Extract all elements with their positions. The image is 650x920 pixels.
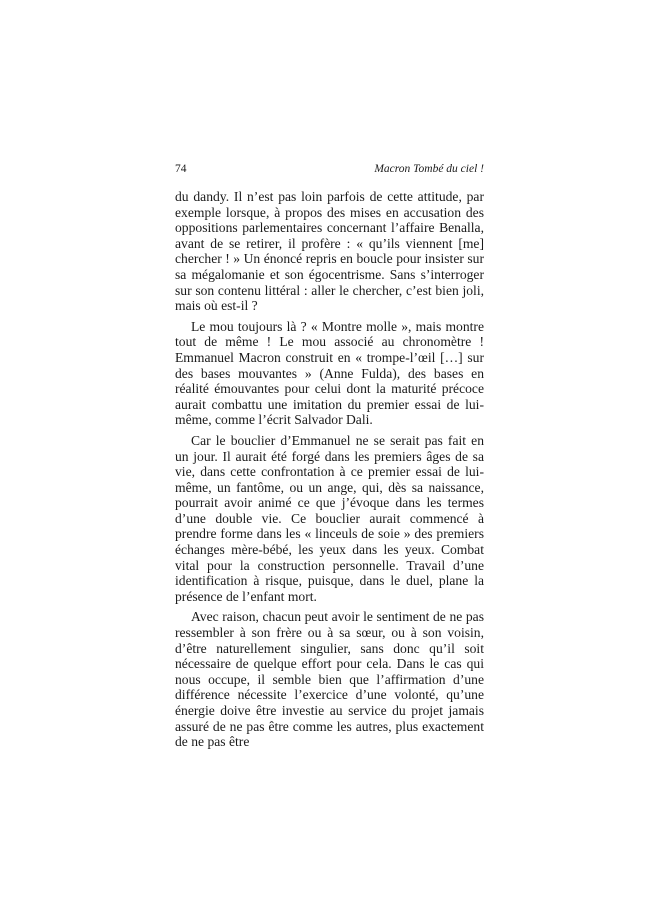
running-header [175, 163, 484, 181]
page-number: 74 [175, 163, 187, 175]
running-title: Macron Tombé du ciel ! [374, 163, 484, 175]
paragraph-4: Avec raison, chacun peut avoir le sentiment de ne pas ressembler à son frère ou à sa sœur, ou à son voisin, d’être naturellement singulier, sans donc qu’il soit nécessaire de quelque effort pour cela. Dans le cas qui nous occupe, il semble bien que l’affirmation d’une différence nécessite l’exercice d’une volonté, qu’une énergie doive être investie au service du projet jamais assuré de ne pas être comme les autres, plus exactement de ne pas être [175, 609, 484, 750]
page-body [175, 189, 484, 750]
paragraph-2: Le mou toujours là ? « Montre molle », mais montre tout de même ! Le mou associé au chronomètre ! Emmanuel Macron construit en « trompe-l’œil […] sur des bases mouvantes » (Anne Fulda), des bases en réalité émouvantes pour celui dont la maturité précoce aurait combattu une imitation du premier essai de lui-même, comme l’écrit Salvador Dali. [175, 318, 484, 428]
book-page [175, 163, 484, 755]
paragraph-3: Car le bouclier d’Emmanuel ne se serait pas fait en un jour. Il aurait été forgé dans les premiers âges de sa vie, dans cette confrontation à ce premier essai de lui-même, un fantôme, ou un ange, qui, dès sa naissance, pourrait avoir animé ce que j’évoque dans les termes d’une double vie. Ce bouclier aurait commencé à prendre forme dans les « linceuls de soie » des premiers échanges mère-bébé, les yeux dans les yeux. Combat vital pour la construction personnelle. Travail d’une identification à risque, puisque, dans le duel, plane la présence de l’enfant mort. [175, 432, 484, 604]
paragraph-1: du dandy. Il n’est pas loin parfois de cette attitude, par exemple lorsque, à propos des mises en accusation des oppositions parlementaires concernant l’affaire Benalla, avant de se retirer, il profère : « qu’ils viennent [me] chercher ! » Un énoncé repris en boucle pour insister sur sa mégalomanie et son égocentrisme. Sans s’interroger sur son contenu littéral : aller le chercher, c’est bien joli, mais où est-il ? [175, 189, 484, 314]
